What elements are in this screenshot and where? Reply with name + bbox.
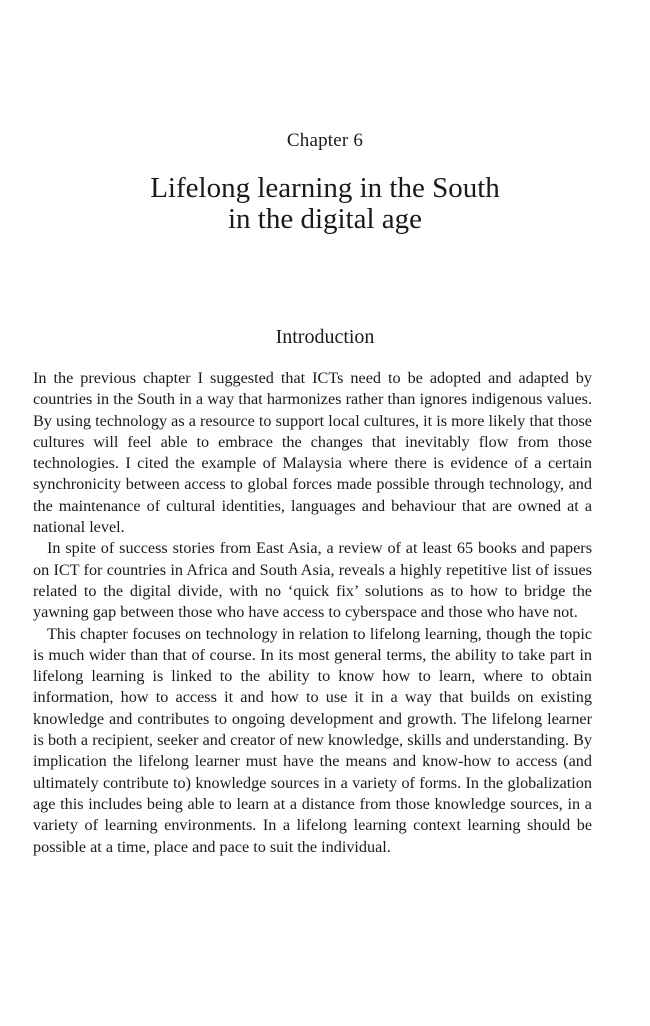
chapter-title [0, 173, 650, 235]
paragraph: In spite of success stories from East Asia, a review of at least 65 books and papers on ICT for countries in Africa and South Asia, reveals a highly repetitive list of issues related to the digital divide, with no ‘quick fix’ solutions as to how to bridge the yawning gap between those who have access to cyberspace and those who have not. [33, 539, 592, 622]
chapter-title-line-2: in the digital age [227, 203, 423, 235]
chapter-number: Chapter 6 [286, 130, 364, 151]
section-heading: Introduction [275, 326, 375, 348]
body-text [33, 368, 592, 858]
paragraph: In the previous chapter I suggested that ICTs need to be adopted and adapted by countries in the South in a way that harmonizes rather than ignores indigenous values. By using technology as a resource to support local cultures, it is more likely that those cultures will feel able to embrace the changes that inevitably flow from those technologies. I cited the example of Malaysia where there is evidence of a certain synchronicity between access to global forces made possible through technology, and the maintenance of cultural identities, languages and behaviour that are owned at a national level. [33, 369, 592, 537]
chapter-title-line-1: Lifelong learning in the South [150, 172, 500, 204]
paragraph: This chapter focuses on technology in relation to lifelong learning, though the topic is much wider than that of course. In its most general terms, the ability to take part in lifelong learning is linked to the ability to know how to learn, where to obtain information, how to access it and how to use it in a way that builds on existing knowledge and contributes to ongoing development and growth. The lifelong learner is both a recipient, seeker and creator of new knowledge, skills and understanding. By implication the lifelong learner must have the means and know-how to access (and ultimately contribute to) knowledge sources in a variety of forms. In the globalization age this includes being able to learn at a distance from those knowledge sources, in a variety of learning environments. In a lifelong learning context learning should be possible at a time, place and pace to suit the individual. [33, 624, 592, 856]
